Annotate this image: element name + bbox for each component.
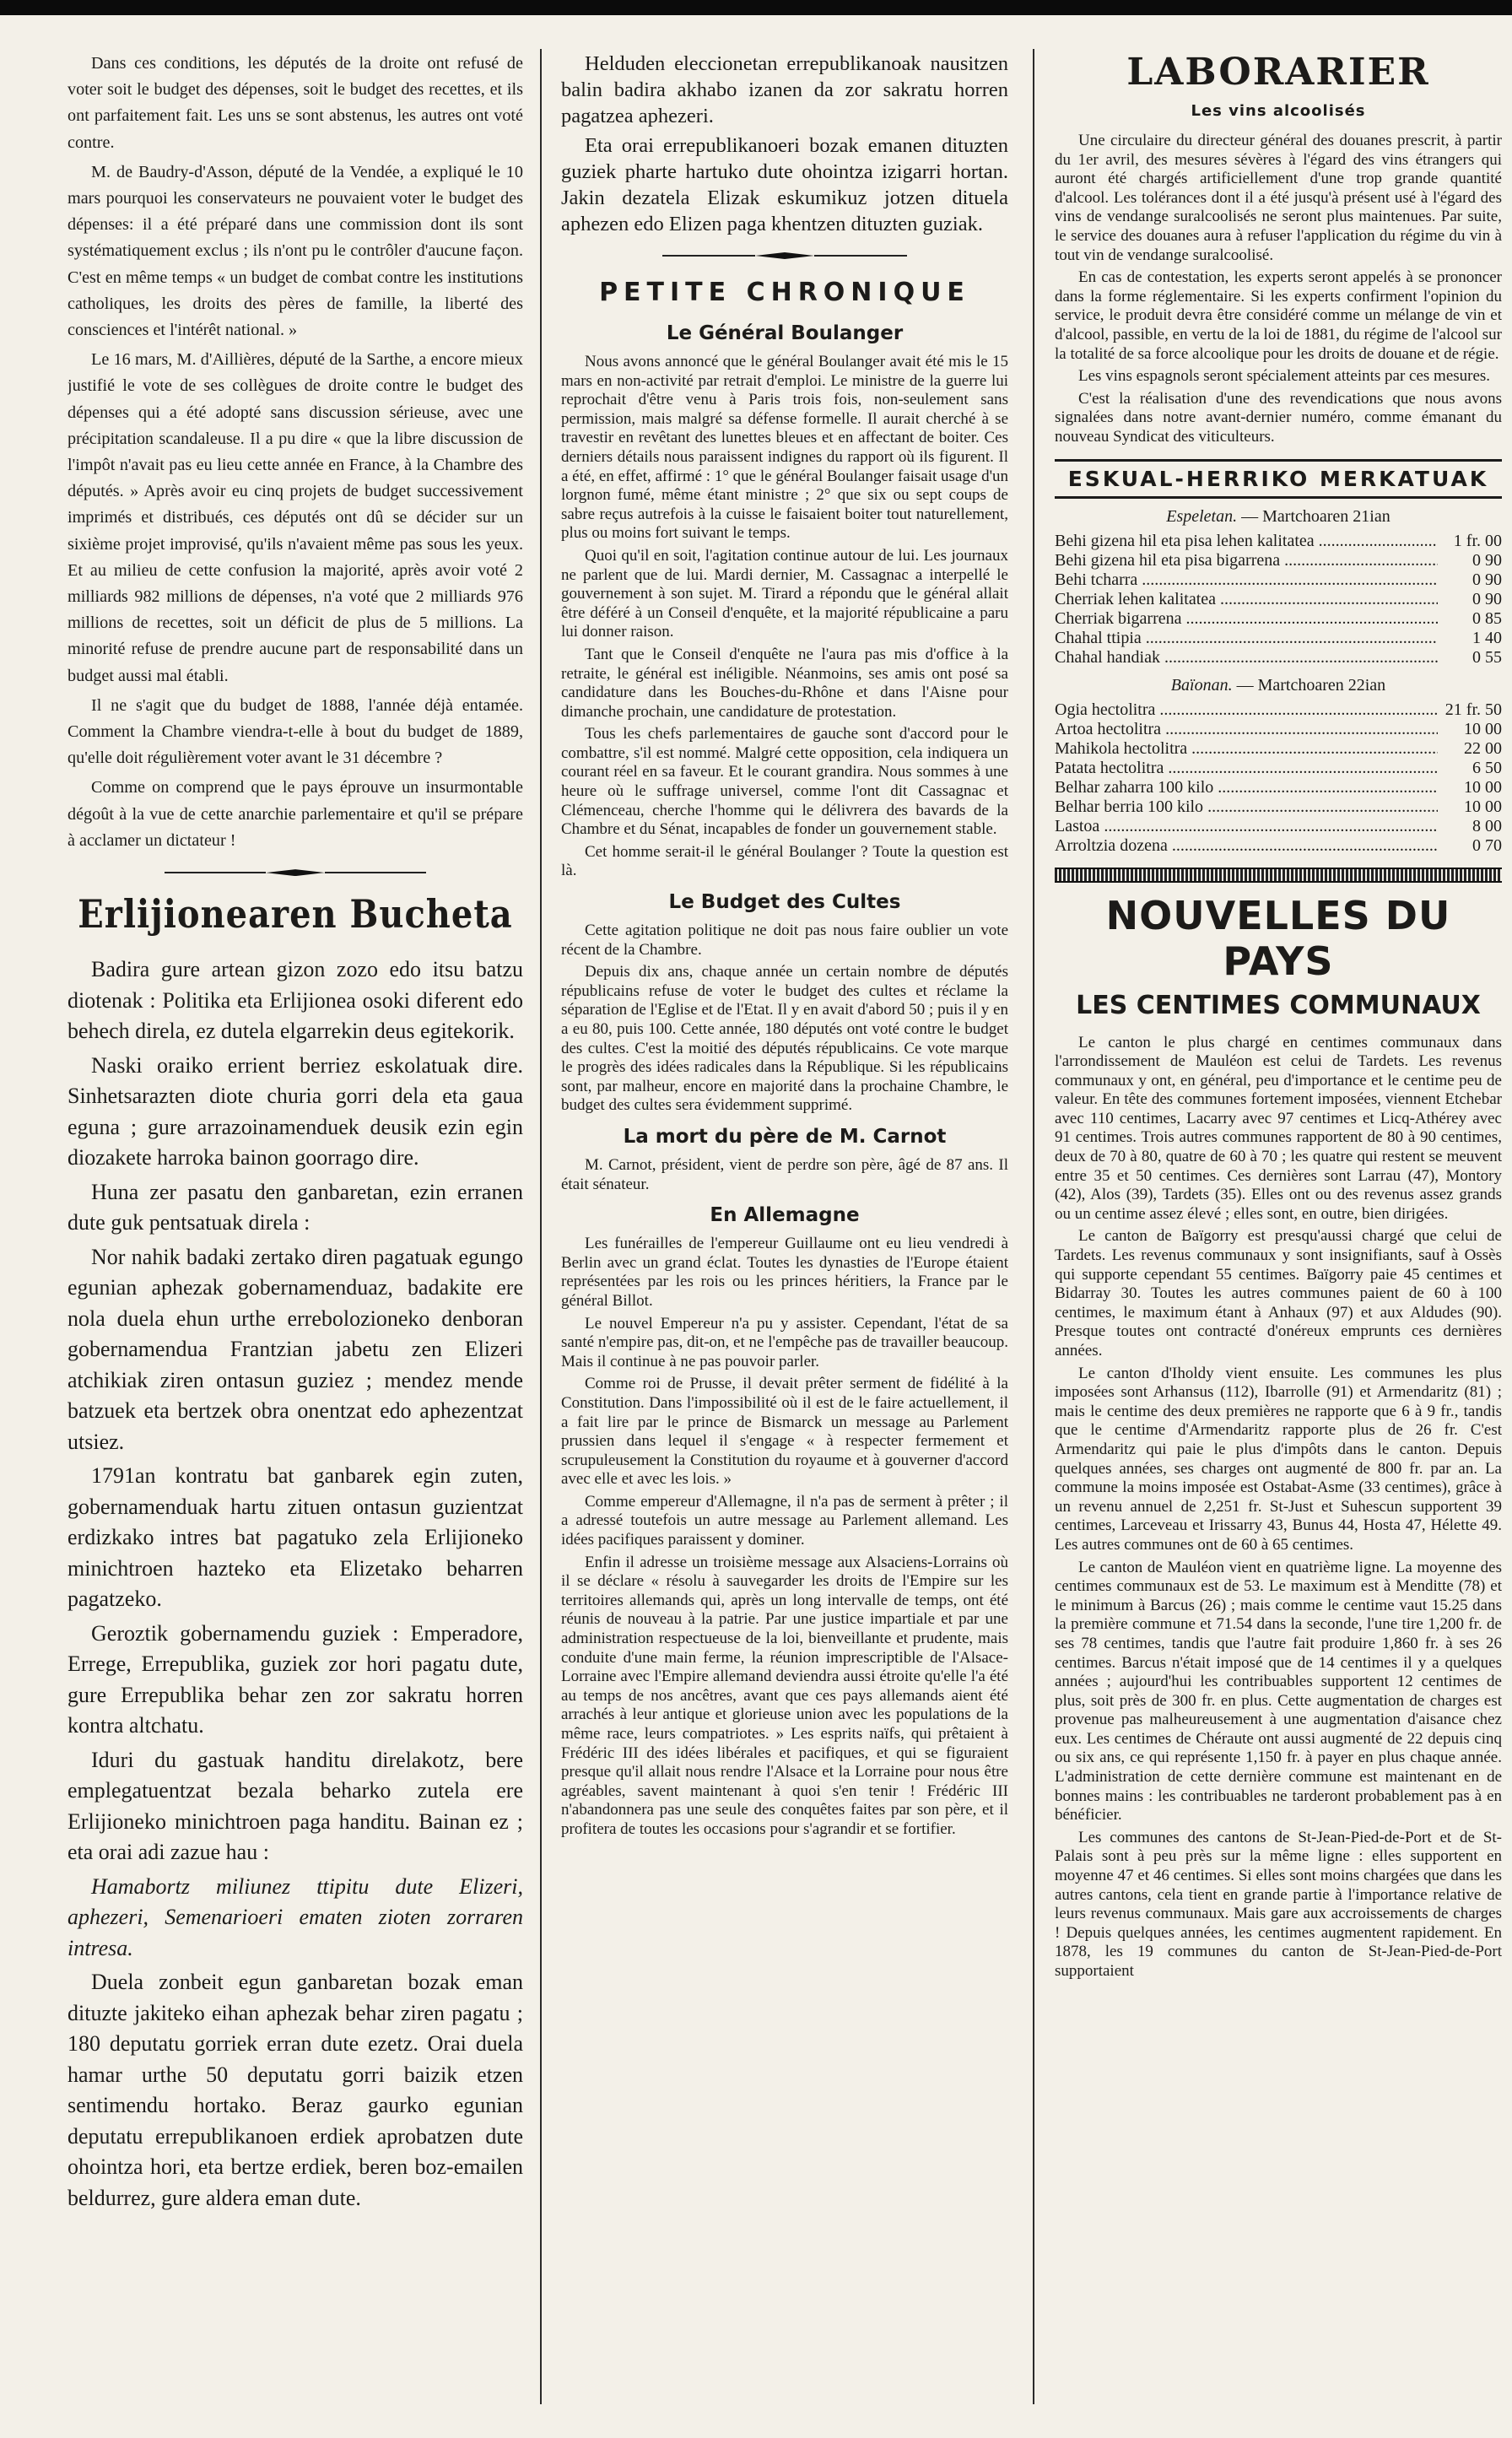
market-item-price: 0 90 [1472, 570, 1502, 589]
paragraph: Quoi qu'il en soit, l'agitation continue autour de lui. Les journaux ne parlent que de lui. Mardi dernier, M. Cassagnac a interpellé le gouvernement à son sujet. M. Tirard a répondu que le général allait être déféré à un Conseil d'enquête, et la majorité républicaine a paru lui donner raison. [561, 546, 1008, 641]
article-budget-continuation [68, 51, 523, 854]
market-row [1055, 551, 1502, 570]
paragraph: Nor nahik badaki zertako diren pagatuak egungo egunian aphezak gobernamenduaz, badakite ere nola duela ehun urthe errebolozioneko denboran gobernamendua Frantzian jabetu zen Elizeri atchikiak ziren ontasun guziez ; mendez mende batzuek eta bertzek obra onentzat edo aphezentzat utsiez. [68, 1244, 523, 1454]
paragraph: Duela zonbeit egun ganbaretan bozak eman dituzte jakiteko eihan aphezak behar ziren pagatu ; 180 deputatu gorriek erran dute ezetz. Orai duela hamar urthe 50 deputatu gorri baizik etzen sentimendu hortako. Beraz gaurko egunian deputatu errepublikanoen erdiek aprobatzen dute ohointza hori, eta bertze erdiek, beren boz-emailen beldurrez, gure aldera eman dute. [68, 1970, 523, 2210]
market-item-price: 8 00 [1472, 816, 1502, 835]
article-title: Erlijionearen Bucheta [78, 891, 513, 938]
paragraph: Il ne s'agit que du budget de 1888, l'année déjà entamée. Comment la Chambre viendra-t-elle à bout du budget de 1889, qu'elle doit régulièrement voter avant le 31 décembre ? [68, 695, 523, 768]
paragraph: Badira gure artean gizon zozo edo itsu batzu diotenak : Politika eta Erlijionea osoki diferent edo behech direla, ez dutela elgarrekin deus egitekorik. [68, 957, 523, 1044]
market-item-price: 1 fr. 00 [1453, 531, 1502, 550]
market-row [1055, 797, 1502, 817]
paragraph: Depuis dix ans, chaque année un certain nombre de députés républicains refuse de voter le budget des cultes et réclame la séparation de l'Eglise et de l'Etat. Il y en avait d'abord 50 ; puis il y en a eu 80, puis 100. Cette année, 180 députés ont voté contre le budget des cultes. C'est la moitié des députés républicains. Ce vote marque le progrès des idées radicales dans la République. Si les républicains sont, par malheur, encore en majorité dans la prochaine Chambre, le budget des cultes sera évidemment supprimé. [561, 963, 1008, 1115]
market-item-price: 0 85 [1472, 608, 1502, 628]
paragraph: Iduri du gastuak handitu direlakotz, bere emplegatuentzat bezala beharko zutela ere Erlijioneko minichtroen paga handitu. Bainan ez ; eta orai adi zazue hau : [68, 1747, 523, 1865]
market-item-label: Behi gizena hil eta pisa bigarrena ..... [1055, 551, 1438, 570]
paragraph: Tant que le Conseil d'enquête ne l'aura pas mis d'office à la retraite, le général est inéligible. Néanmoins, ses amis ont posé sa candidature dans les Bouches-du-Rhône et dans l'Aisne pour dimanche prochain, une candidature de protestation. [561, 645, 1008, 721]
market-item-label: Chahal handiak ..... [1055, 648, 1438, 668]
market-date: — Martchoaren 22ian [1236, 675, 1386, 695]
paragraph: Enfin il adresse un troisième message aux Alsaciens-Lorrains où il se déclare « résolu à sauvegarder les droits de l'Empire sur les territoires allemands qui, après un long intervalle de temps, ont été réunis de nouveau à la patrie. Par une justice impartiale et par une administration respectueuse de la loi, bienveillante et prudente, mais conduite d'une main ferme, la réunion imprescriptible de l'Alsace-Lorraine avec l'Empire allemand deviendra aussi étroite qu'elle l'a été au temps de nos ancêtres, avant que ces pays allemands aient été arrachés à leur antique et glorieuse union avec les populations de la même race, leurs compatriotes. » Les esprits naïfs, qui prêtaient à Frédéric III des idées libérales et pacifiques, et qui se figuraient presque qu'il allait nous rendre l'Alsace et la Lorraine pour nous être agréables, savent maintenant à quoi s'en tenir ! Frédéric III n'abandonnera pas une seule des conquêtes faites par son père, et il profitera de toutes les occasions pour s'agrandir et se fortifier. [561, 1553, 1008, 1838]
column-right [1055, 51, 1502, 2404]
market-item-label: Patata hectolitra ..... [1055, 759, 1438, 778]
article-title: Le Budget des Cultes [668, 891, 901, 914]
paragraph: Le nouvel Empereur n'a pu y assister. Cependant, l'état de sa santé n'empire pas, dit-on, et ne l'empêche pas de travailler beaucoup. Mais il continue à ne pas pouvoir parler. [561, 1314, 1008, 1370]
paragraph: Comme roi de Prusse, il devait prêter serment de fidélité à la Constitution. Dans l'impossibilité où il est de le faire actuellement, il a fait lire par le prince de Bismarck un message au Parlement prussien dans lequel il s'engage « à respecter fermement et scrupuleusement la Constitution du royaume et à gouverner d'accord avec elle et avec les lois. » [561, 1375, 1008, 1489]
paragraph: Les vins espagnols seront spécialement atteints par ces mesures. [1078, 367, 1491, 386]
article-title: La mort du père de M. Carnot [623, 1125, 947, 1148]
paragraph: Le canton le plus chargé en centimes communaux dans l'arrondissement de Mauléon est celui de Tardets. Les revenus communaux y ont, en général, peu d'importance et le centime peu de valeur. En tête des communes fortement imposées, viennent Etchebar avec 110 centimes, Lacarry avec 97 centimes et Licq-Athérey avec 91 centimes. Trois autres communes rapportent de 80 à 90 centimes, deux de 70 à 80, quatre de 60 à 70 ; les quatre qui restent se meuvent entre 35 et 50 centimes. Ces dernières sont Larrau (47), Montory (42), Alos (39), Tardets (35). Elles ont ou des revenus assez grands ou un centime assez élevé ; elles sont, en outre, bien dirigées. [1055, 1033, 1502, 1223]
section-title: PETITE CHRONIQUE [599, 278, 970, 307]
article-title: Le Général Boulanger [666, 322, 904, 344]
market-item-label: Cherriak lehen kalitatea ..... [1055, 590, 1438, 609]
paragraph: M. Carnot, président, vient de perdre son père, âgé de 87 ans. Il était sénateur. [561, 1155, 1008, 1193]
article-subtitle: Les vins alcoolisés [1191, 102, 1366, 120]
market-row [1055, 648, 1502, 668]
market-item-label: Belhar zaharra 100 kilo ..... [1055, 778, 1438, 797]
paragraph: Le 16 mars, M. d'Aillières, député de la Sarthe, a encore mieux justifié le vote de ses collègues de droite contre le budget des dépenses qui a été adopté sans discussion sérieuse, avec une précipitation scandaleuse. Il a pu dire « que la libre discussion de l'impôt n'avait pas eu lieu cette année en France, à la Chambre des députés. » Après avoir eu cinq projets de budget successivement imprimés et distribués, ces députés ont dû se décider sur un sixième projet improvisé, qu'ils n'avaient même pas sous les yeux. Et au milieu de cette confusion la majorité, après avoir voté 2 milliards 982 millions de dépenses, n'a voté que 2 milliards 976 millions de recettes, soit un déficit de plus de 5 millions. La minorité refuse de prendre aucune part de responsabilité dans un budget aussi mal établi. [68, 350, 523, 685]
market-item-label: Artoa hectolitra ..... [1055, 720, 1438, 739]
market-item-label: Mahikola hectolitra ..... [1055, 739, 1438, 759]
market-row [1055, 817, 1502, 836]
paragraph: M. de Baudry-d'Asson, député de la Vendée, a expliqué le 10 mars pourquoi les conservateurs ne pouvaient voter le budget des dépenses: il a été préparé dans une commission dont ils sont systématiquement exclus ; ils n'ont pu le contrôler d'aucune façon. C'est en même temps « un budget de combat contre les institutions catholiques, les droits des pères de famille, la liberté des consciences et l'intérêt national. » [68, 162, 523, 340]
section-title: LABORARIER [1126, 51, 1430, 94]
market-place: Espeletan. [1166, 506, 1238, 526]
market-item-price: 0 55 [1472, 647, 1502, 667]
market-title: ESKUAL-HERRIKO MERKATUAK [1055, 459, 1502, 499]
paragraph: Naski oraiko errient berriez eskolatuak dire. Sinhetsarazten diote churia gorri dela eta gaua eguna ; gure arrazoinamenduek deusik ezin egin diozakete harroka bainon goorrago dire. [68, 1052, 523, 1170]
market-item-price: 22 00 [1464, 738, 1502, 758]
market-location [1055, 676, 1502, 695]
paragraph: Comme on comprend que le pays éprouve un insurmontable dégoût à la vue de cette anarchie parlementaire et qu'il se prépare à acclamer un dictateur ! [68, 778, 523, 850]
market-row [1055, 590, 1502, 609]
market-date: — Martchoaren 21ian [1241, 506, 1390, 526]
market-item-label: Behi gizena hil eta pisa lehen kalitatea ..... [1055, 532, 1438, 551]
scan-top-edge [0, 0, 1512, 15]
decorative-band [1055, 868, 1502, 883]
market-row [1055, 759, 1502, 778]
market-item-label: Behi tcharra ..... [1055, 570, 1438, 590]
paragraph: Le canton de Mauléon vient en quatrième ligne. La moyenne des centimes communaux est de 53. Le maximum est à Menditte (78) et le minimum à Barcus (26) ; mais comme le centime vaut 15.25 dans la première commune et 71.54 dans la seconde, l'une tire 1,200 fr. de ses 78 centimes, tandis que l'autre fait produire 1,860 fr. à ses 26 centimes. Barcus n'était imposé que de 14 centimes il y a quelques années ; aujourd'hui les contribuables supportent 12 centimes de plus, soit près de 300 fr. en plus. Cette augmentation de charges est provenue pas malheureusement à une augmentation d'aisance chez eux. Les centimes de Chéraute ont aussi augmenté de 22 depuis cinq ou six ans, ce qui représente 1,150 fr. à payer en plus chaque année. L'administration de cette dernière commune est maintenant en de bonnes mains : les contribuables ne tarderont probablement pas à en bénéficier. [1055, 1558, 1502, 1824]
market-item-price: 0 90 [1472, 589, 1502, 608]
market-item-label: Ogia hectolitra ..... [1055, 700, 1438, 720]
market-location [1055, 507, 1502, 527]
paragraph: Le canton de Baïgorry est presqu'aussi chargé que celui de Tardets. Les revenus communaux y sont insignifiants, sauf à Ossès qui supporte cependant 55 centimes. Baïgorry paie 45 centimes et Bidarray 30. Toutes les autres communes paient de 60 à 100 centimes, le maximum étant à Anhaux (97) et aux Aldudes (90). Presque toutes ont contracté d'onéreux emprunts ces dernières années. [1055, 1227, 1502, 1360]
paragraph: Comme empereur d'Allemagne, il n'a pas de serment à prêter ; il a adressé toutefois un autre message au Parlement allemand. Les idées pacifiques paraissent y dominer. [561, 1492, 1008, 1549]
market-item-price: 10 00 [1464, 719, 1502, 738]
market-item-label: Cherriak bigarrena ..... [1055, 609, 1438, 629]
market-row [1055, 629, 1502, 648]
ornamental-separator [68, 869, 523, 876]
market-row [1055, 609, 1502, 629]
market-row [1055, 720, 1502, 739]
paragraph: Geroztik gobernamendu guziek : Emperadore, Errege, Errepublika, guziek zor hori pagatu dute, gure Errepublika behar zen zor sakratu horren kontra altchatu. [68, 1620, 523, 1738]
market-row [1055, 700, 1502, 720]
paragraph: Cet homme serait-il le général Boulanger ? Toute la question est là. [561, 842, 1008, 880]
paragraph: Eta orai errepublikanoeri bozak emanen dituzten guziek pharte hartuko dute ohointza izigarri hortan. Jakin dezatela Elizak eskumikuz jotzen dituela aphezen edo Elizen paga khentzen dituzten guziak. [561, 134, 1008, 235]
article-title: LES CENTIMES COMMUNAUX [1076, 990, 1481, 1020]
market-item-price: 6 50 [1472, 758, 1502, 777]
market-item-price: 0 90 [1472, 550, 1502, 570]
market-price-list [1055, 700, 1502, 856]
market-row [1055, 778, 1502, 797]
market-item-price: 10 00 [1464, 797, 1502, 816]
paragraph: Cette agitation politique ne doit pas nous faire oublier un vote récent de la Chambre. [561, 922, 1008, 959]
paragraph: Tous les chefs parlementaires de gauche sont d'accord pour le combattre, s'il est nommé. Malgré cette opposition, cela indiquera un courant réel en sa faveur. Et le courant grandira. Nous sommes à une heure où le suffrage universel, comme l'ont dit Cassagnac et Clémenceau, cherche l'homme qui le délivrera des bavards de la Chambre et du Sénat, incapables de fonder un gouvernement stable. [561, 725, 1008, 839]
column-rule [1033, 49, 1034, 2404]
paragraph: Une circulaire du directeur général des douanes prescrit, à partir du 1er avril, des mesures sévères à l'égard des vins étrangers qui auront été chargés artificiellement d'une trop grande quantité d'alcool. Les tolérances dont il a été jusqu'à présent usé à l'égard des vins de vendange suralcoolisés ne seront plus maintenues. Par suite, le service des douanes aura à refuser l'application du régime du vin à tout vin de vendange suralcoolisé. [1055, 132, 1502, 264]
paragraph: Hamabortz miliunez ttipitu dute Elizeri, aphezeri, Semenarioeri ematen zioten zorraren intresa. [68, 1873, 523, 1960]
market-item-label: Chahal ttipia ..... [1055, 629, 1438, 648]
market-item-price: 10 00 [1464, 777, 1502, 797]
paragraph: Dans ces conditions, les députés de la droite ont refusé de voter soit le budget des dépenses, soit le budget des recettes, et ils ont parfaitement fait. Les uns se sont abstenus, les autres ont voté contre. [68, 54, 523, 152]
market-item-label: Belhar berria 100 kilo ..... [1055, 797, 1438, 817]
market-row [1055, 739, 1502, 759]
column-middle [561, 51, 1008, 2404]
market-row [1055, 836, 1502, 856]
market-price-list [1055, 532, 1502, 668]
paragraph: Le canton d'Iholdy vient ensuite. Les communes les plus imposées sont Arhansus (112), Ibarrolle (91) et Armendaritz (81) ; mais le centime des deux premières ne rapporte que 6 à 9 fr., tandis que le centime d'Armendaritz rapporte plus de 26 fr. C'est Armendaritz qui paie le plus d'impôts dans le canton. Depuis quelques années, ses charges ont augmenté de 800 fr. par an. La commune la moins imposée est Ostabat-Asme (33 centimes), grâce à un revenu annuel de 2,251 fr. St-Just et Suhescun supportent 39 centimes, Larceveau et Irissarry 43, Bunus 44, Hosta 47, Hélette 49. Les autres communes ont de 60 à 65 centimes. [1055, 1364, 1502, 1554]
ornamental-separator [561, 252, 1008, 259]
column-rule [540, 49, 542, 2404]
section-title: NOUVELLES DU PAYS [1105, 892, 1451, 984]
article-erlijionea [68, 954, 523, 2214]
paragraph: 1791an kontratu bat ganbarek egin zuten, gobernamenduak hartu zituen ontasun guzientzat erdizkako intres bat pagatuko zela Erlijioneko minichtroen hazteko eta Elizetako beharren pagatzeko. [68, 1463, 523, 1612]
article-continuation [561, 51, 1008, 237]
market-row [1055, 570, 1502, 590]
paragraph: Les funérailles de l'empereur Guillaume ont eu lieu vendredi à Berlin avec un grand éclat. Toutes les dynasties de l'Europe étaient représentées par les rois ou les princes héritiers, la France par le général Billot. [561, 1235, 1008, 1310]
paragraph: Huna zer pasatu den ganbaretan, ezin erranen dute guk pentsatuak direla : [68, 1179, 523, 1235]
market-place: Baïonan. [1170, 675, 1233, 695]
paragraph: Les communes des cantons de St-Jean-Pied-de-Port et de St-Palais sont à peu près sur la même ligne : elles supportent en moyenne 47 et 46 centimes. Si elles sont moins chargées que dans les autres cantons, cela tient en grande partie à l'importance relative de leurs revenus communaux. Mais gare aux accroissements de charges ! Depuis quelques années, les centimes augmentent rapidement. En 1878, les 19 communes du canton de St-Jean-Pied-de-Port supportaient [1055, 1828, 1502, 1980]
paragraph: Helduden eleccionetan errepublikanoak nausitzen balin badira akhabo izanen da zor sakratu horren pagatzea aphezeri. [561, 52, 1008, 127]
paragraph: En cas de contestation, les experts seront appelés à se prononcer dans la forme réglementaire. Si les experts confirment l'opinion du service, le produit devra être considéré comme un mélange de vin et d'alcool, passible, en vertu de la loi de 1881, du régime de l'alcool sur la totalité de sa force alcoolique pour les droits de douane et de régie. [1055, 268, 1502, 363]
article-title: En Allemagne [710, 1204, 860, 1227]
market-item-price: 1 40 [1472, 628, 1502, 647]
column-left [68, 51, 523, 2404]
market-item-label: Arroltzia dozena ..... [1055, 836, 1438, 856]
paragraph: C'est la réalisation d'une des revendications que nous avons signalées dans notre avant-dernier numéro, comme émanant du nouveau Syndicat des viticulteurs. [1055, 389, 1502, 446]
market-item-price: 0 70 [1472, 835, 1502, 855]
market-item-label: Lastoa ..... [1055, 817, 1438, 836]
market-item-price: 21 fr. 50 [1444, 700, 1502, 719]
paragraph: Nous avons annoncé que le général Boulanger avait été mis le 15 mars en non-activité par retrait d'emploi. Le ministre de la guerre lui reprochait d'être venu à Paris trois fois, non-seulement sans permission, mais malgré sa défense formelle. Il aurait cherché à se travestir en revêtant des lunettes bleues et en affectant de boiter. Ces derniers détails nous paraissent indignes du rapport où ils figurent. Il a été, en effet, affirmé : 1° que le général Boulanger faisait usage d'un lorgnon fumé, même étant ministre ; 2° que six ou sept coups de sabre reçus autrefois à la cuisse le faisaient boiter tout naturellement, plus ou moins fort suivant le temps. [561, 353, 1008, 543]
market-row [1055, 532, 1502, 551]
